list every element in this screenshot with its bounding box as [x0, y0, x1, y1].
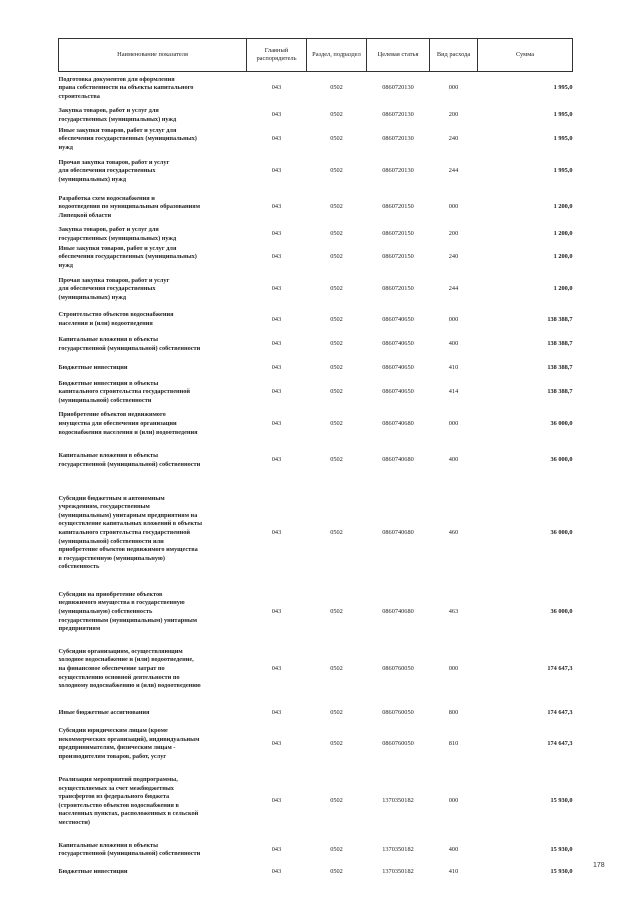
row-section: 0502 — [330, 739, 343, 747]
row-name-cell — [59, 272, 247, 308]
row-type: 410 — [448, 363, 459, 371]
row-name-cell — [59, 405, 247, 443]
row-name: Закупка товаров, работ и услуг для государственных (муниципальных) нужд — [58, 225, 177, 242]
table-row — [59, 636, 573, 702]
table-row — [59, 443, 573, 478]
row-name: Закупка товаров, работ и услуг для государственных (муниципальных) нужд — [58, 106, 177, 123]
row-target: 0860760050 — [382, 664, 414, 672]
row-name-cell — [59, 588, 247, 636]
row-section: 0502 — [330, 285, 343, 293]
row-name: Капитальные вложения в объекты государственной (муниципальной) собственности — [58, 335, 201, 352]
row-type: 000 — [448, 84, 459, 92]
row-name-cell — [59, 357, 247, 380]
row-admin: 043 — [271, 111, 282, 119]
row-admin: 043 — [271, 456, 282, 464]
table-body — [59, 72, 573, 884]
row-name-cell — [59, 190, 247, 226]
row-target: 1370350182 — [382, 867, 414, 875]
row-type: 000 — [448, 664, 459, 672]
row-section: 0502 — [330, 456, 343, 464]
row-target: 0860720150 — [382, 230, 414, 238]
row-section: 0502 — [330, 340, 343, 348]
row-name: Прочая закупка товаров, работ и услуг для обеспечения государственных (муниципальных) нужд — [58, 276, 170, 301]
row-amount: 1 995,0 — [553, 111, 573, 119]
table-row — [59, 72, 573, 106]
row-amount: 1 200,0 — [553, 285, 573, 293]
row-name: Субсидии организациям, осуществляющим холодное водоснабжение и (или) водоотведение, на финансовое обеспечение затрат по осуществлению основной деятельности по холодному водоснабжению и (или) водоотведению — [58, 647, 201, 690]
row-section: 0502 — [330, 664, 343, 672]
row-name-cell — [59, 702, 247, 724]
row-section: 0502 — [330, 315, 343, 323]
row-admin: 043 — [271, 739, 282, 747]
row-type: 410 — [448, 867, 459, 875]
row-amount: 1 200,0 — [553, 203, 573, 211]
row-type: 200 — [448, 230, 459, 238]
row-type: 414 — [448, 388, 459, 396]
header-section: Раздел, подраздел — [307, 39, 367, 72]
row-section: 0502 — [330, 867, 343, 875]
row-name-cell — [59, 636, 247, 702]
row-name: Строительство объектов водоснабжения населения и (или) водоотведения — [58, 311, 174, 327]
row-type: 400 — [448, 845, 459, 853]
row-amount: 138 388,7 — [547, 315, 573, 323]
table-row — [59, 126, 573, 154]
row-name-cell — [59, 126, 247, 154]
row-target: 0860720150 — [382, 203, 414, 211]
row-section: 0502 — [330, 607, 343, 615]
row-type: 400 — [448, 340, 459, 348]
row-target: 0860740680 — [382, 419, 414, 427]
row-type: 400 — [448, 456, 459, 464]
row-section: 0502 — [330, 419, 343, 427]
row-amount: 1 200,0 — [553, 230, 573, 238]
row-type: 000 — [448, 797, 459, 805]
row-target: 0860720130 — [382, 167, 414, 175]
row-admin: 043 — [271, 285, 282, 293]
table-row — [59, 764, 573, 839]
row-amount: 138 388,7 — [547, 388, 573, 396]
row-type: 000 — [448, 315, 459, 323]
row-type: 810 — [448, 739, 459, 747]
row-target: 0860760050 — [382, 739, 414, 747]
row-target: 0860720130 — [382, 135, 414, 143]
table-row — [59, 106, 573, 126]
row-section: 0502 — [330, 528, 343, 536]
row-amount: 138 388,7 — [547, 363, 573, 371]
row-section: 0502 — [330, 845, 343, 853]
row-admin: 043 — [271, 84, 282, 92]
row-admin: 043 — [271, 253, 282, 261]
table-row — [59, 839, 573, 861]
row-name-cell — [59, 724, 247, 764]
row-target: 0860740650 — [382, 388, 414, 396]
row-name: Иные бюджетные ассигнования — [58, 708, 150, 716]
table-row — [59, 405, 573, 443]
row-section: 0502 — [330, 708, 343, 716]
row-name: Иные закупки товаров, работ и услуг для обеспечения государственных (муниципальных) нужд — [58, 126, 197, 151]
row-target: 1370350182 — [382, 797, 414, 805]
row-name: Бюджетные инвестиции — [58, 867, 128, 875]
row-name: Бюджетные инвестиции — [58, 363, 128, 371]
row-type: 240 — [448, 253, 459, 261]
row-target: 0860740680 — [382, 456, 414, 464]
header-target: Целевая статья — [367, 39, 430, 72]
row-section: 0502 — [330, 363, 343, 371]
table-row — [59, 588, 573, 636]
row-name: Бюджетные инвестиции в объекты капитального строительства государственной (муниципальной) собственности — [58, 379, 191, 404]
row-admin: 043 — [271, 340, 282, 348]
row-amount: 1 995,0 — [553, 135, 573, 143]
row-name-cell — [59, 333, 247, 357]
row-name-cell — [59, 72, 247, 106]
table-row — [59, 357, 573, 380]
row-amount: 174 647,3 — [547, 739, 573, 747]
row-target: 0860720150 — [382, 285, 414, 293]
row-admin: 043 — [271, 664, 282, 672]
row-section: 0502 — [330, 84, 343, 92]
budget-table — [58, 38, 573, 883]
table-row — [59, 244, 573, 272]
table-row — [59, 154, 573, 190]
table-row — [59, 272, 573, 308]
row-admin: 043 — [271, 867, 282, 875]
row-admin: 043 — [271, 315, 282, 323]
row-admin: 043 — [271, 388, 282, 396]
row-admin: 043 — [271, 167, 282, 175]
row-type: 460 — [448, 528, 459, 536]
row-name-cell — [59, 154, 247, 190]
table-row — [59, 861, 573, 883]
row-name-cell — [59, 861, 247, 883]
row-amount: 174 647,3 — [547, 708, 573, 716]
row-admin: 043 — [271, 363, 282, 371]
table-row — [59, 702, 573, 724]
row-name: Прочая закупка товаров, работ и услуг для обеспечения государственных (муниципальных) нужд — [58, 158, 170, 183]
row-target: 0860740650 — [382, 363, 414, 371]
row-section: 0502 — [330, 135, 343, 143]
table-row — [59, 478, 573, 588]
row-amount: 36 000,0 — [550, 419, 573, 427]
row-name: Иные закупки товаров, работ и услуг для обеспечения государственных (муниципальных) нужд — [58, 244, 197, 269]
row-name-cell — [59, 226, 247, 244]
row-name-cell — [59, 478, 247, 588]
row-name-cell — [59, 764, 247, 839]
row-section: 0502 — [330, 111, 343, 119]
row-name: Подготовка документов для оформления права собственности на объекты капитального строительства — [58, 75, 194, 101]
row-section: 0502 — [330, 230, 343, 238]
row-admin: 043 — [271, 203, 282, 211]
row-name: Капитальные вложения в объекты государственной (муниципальной) собственности — [58, 841, 201, 858]
row-name-cell — [59, 839, 247, 861]
row-target: 0860720130 — [382, 111, 414, 119]
row-name: Реализация мероприятий подпрограммы, осуществляемых за счет межбюджетных трансфертов из федерального бюджета (строительство объектов водоснабжения в населенных пунктах, расположенных в сельской местности) — [58, 776, 199, 826]
row-name-cell — [59, 106, 247, 126]
row-amount: 15 930,0 — [550, 797, 573, 805]
row-name: Субсидии на приобретение объектов недвижимого имущества в государственную (муниципальную) собственность государственным (муниципальным) унитарным предприятиям — [58, 590, 198, 633]
row-amount: 36 000,0 — [550, 456, 573, 464]
row-section: 0502 — [330, 797, 343, 805]
header-amount: Сумма — [478, 39, 573, 72]
row-section: 0502 — [330, 167, 343, 175]
row-section: 0502 — [330, 388, 343, 396]
row-type: 244 — [448, 167, 459, 175]
row-target: 0860740680 — [382, 528, 414, 536]
row-target: 0860740650 — [382, 340, 414, 348]
row-type: 244 — [448, 285, 459, 293]
header-admin: Главный распорядитель — [247, 39, 307, 72]
row-amount: 1 200,0 — [553, 253, 573, 261]
row-name-cell — [59, 380, 247, 406]
header-name: Наименование показателя — [59, 39, 247, 72]
row-amount: 1 995,0 — [553, 167, 573, 175]
row-target: 1370350182 — [382, 845, 414, 853]
row-amount: 1 995,0 — [553, 84, 573, 92]
row-admin: 043 — [271, 607, 282, 615]
row-target: 0860740650 — [382, 315, 414, 323]
row-amount: 36 000,0 — [550, 607, 573, 615]
header-type: Вид расхода — [430, 39, 478, 72]
row-name: Субсидии юридическим лицам (кроме некоммерческих организаций), индивидуальным предпринимателям, физическим лицам - производителям товаров, работ, услуг — [58, 727, 200, 760]
row-target: 0860720130 — [382, 84, 414, 92]
row-amount: 15 930,0 — [550, 845, 573, 853]
row-target: 0860740680 — [382, 607, 414, 615]
table-row — [59, 380, 573, 406]
row-section: 0502 — [330, 253, 343, 261]
row-admin: 043 — [271, 419, 282, 427]
row-amount: 15 930,0 — [550, 867, 573, 875]
row-admin: 043 — [271, 135, 282, 143]
row-name-cell — [59, 244, 247, 272]
row-target: 0860760050 — [382, 708, 414, 716]
row-section: 0502 — [330, 203, 343, 211]
table-row — [59, 190, 573, 226]
row-amount: 138 388,7 — [547, 340, 573, 348]
row-target: 0860720150 — [382, 253, 414, 261]
row-admin: 043 — [271, 845, 282, 853]
row-admin: 043 — [271, 230, 282, 238]
row-type: 200 — [448, 111, 459, 119]
page-number: 178 — [593, 862, 605, 869]
row-name: Капитальные вложения в объекты государственной (муниципальной) собственности — [58, 452, 201, 468]
row-type: 000 — [448, 203, 459, 211]
table-header — [59, 39, 573, 72]
table-row — [59, 724, 573, 764]
row-amount: 36 000,0 — [550, 528, 573, 536]
row-type: 463 — [448, 607, 459, 615]
row-amount: 174 647,3 — [547, 664, 573, 672]
row-name: Разработка схем водоснабжения и водоотведения по муниципальным образованиям Липецкой области — [58, 194, 200, 219]
row-admin: 043 — [271, 708, 282, 716]
table-row — [59, 226, 573, 244]
table-row — [59, 308, 573, 333]
row-name-cell — [59, 308, 247, 333]
row-admin: 043 — [271, 528, 282, 536]
table-row — [59, 333, 573, 357]
row-name-cell — [59, 443, 247, 478]
row-type: 800 — [448, 708, 459, 716]
row-type: 240 — [448, 135, 459, 143]
row-name: Приобретение объектов недвижимого имущества для обеспечения организации водоснабжения населения и (или) водоотведения — [58, 411, 198, 436]
row-admin: 043 — [271, 797, 282, 805]
row-name: Субсидии бюджетным и автономным учреждениям, государственным (муниципальным) унитарным предприятиям на осуществление капитальных вложений в объекты капитального строительства государственной (муниципальной) собственности или приобретение объектов недвижимого имущества в государственную (муниципальную) собственность — [58, 494, 203, 571]
row-type: 000 — [448, 419, 459, 427]
